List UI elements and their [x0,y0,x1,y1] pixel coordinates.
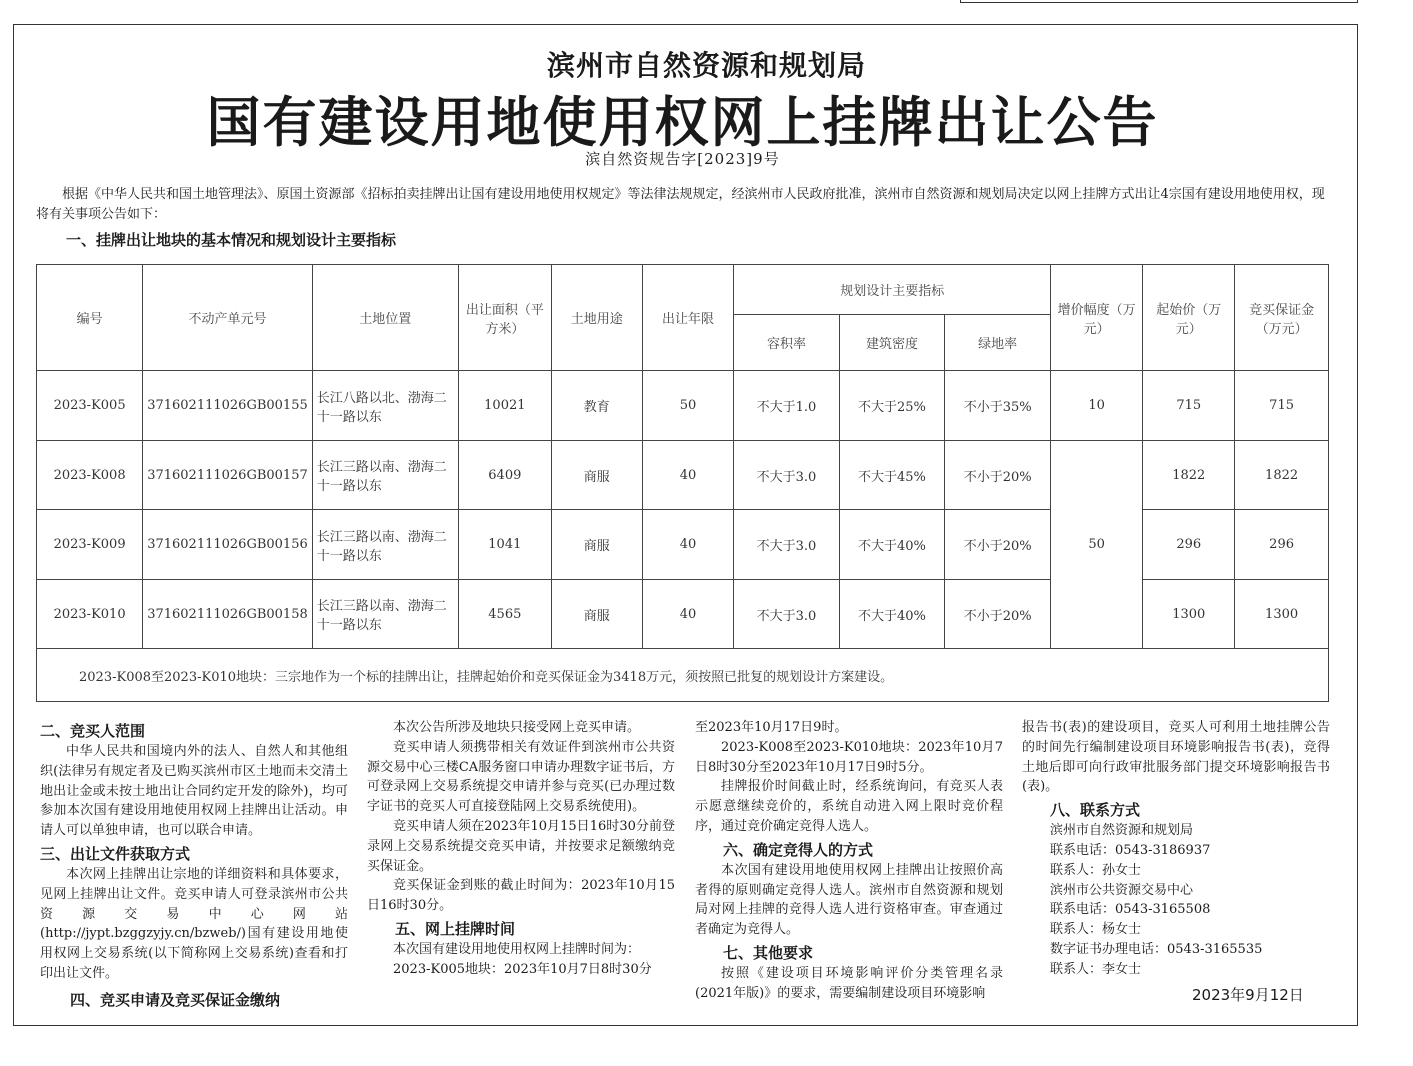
cell-density: 不大于45% [839,441,945,510]
top-border-line [960,0,1358,3]
contact-line: 联系电话：0543-3165508 [1050,902,1211,918]
cell-id: 2023-K009 [37,510,143,580]
col2-paragraph: 竞买申请人须携带相关有效证件到滨州市公共资源交易中心三楼CA服务窗口申请办理数字证书后，方可登录网上交易系统提交申请并参与竞买(已办理过数字证书的竞买人可直接登陆网上交易系统使用)。 [367,739,675,815]
land-parcel-table [36,264,1329,702]
header-id: 编号 [37,265,143,371]
section-8-title: 八、联系方式 [1050,801,1141,820]
document-number: 滨自然资规告字[2023]9号 [585,150,780,168]
cell-id: 2023-K005 [37,371,143,441]
col2-paragraph: 本次国有建设用地使用权网上挂牌时间为： [393,941,641,957]
cell-area: 4565 [458,580,551,649]
contact-line: 联系人：孙女士 [1050,862,1142,878]
cell-start-price: 1300 [1143,580,1235,649]
intro-paragraph: 根据《中华人民共和国土地管理法》、原国土资源部《招标拍卖挂牌出让国有建设用地使用权规定》等法律法规规定，经滨州市人民政府批准，滨州市自然资源和规划局决定以网上挂牌方式出让4宗国有建设用地使用权，现将有关事项公告如下： [36,187,1325,222]
cell-increment: 10 [1050,371,1142,441]
cell-green: 不小于20% [945,510,1051,580]
cell-location: 长江三路以南、渤海二十一路以东 [312,510,458,580]
cell-term: 40 [642,580,734,649]
cell-start-price: 715 [1143,371,1235,441]
cell-unit-no: 371602111026GB00156 [143,510,313,580]
cell-location: 长江三路以南、渤海二十一路以东 [312,580,458,649]
section-5-title: 五、网上挂牌时间 [395,919,516,938]
cell-green: 不小于20% [945,441,1051,510]
cell-deposit: 1300 [1235,580,1329,649]
cell-far: 不大于1.0 [734,371,839,441]
cell-deposit: 715 [1235,371,1329,441]
section-6-title: 六、确定竞得人的方式 [723,840,874,859]
header-start-price: 起始价（万元） [1143,265,1235,371]
cell-far: 不大于3.0 [734,510,839,580]
section-3-title: 三、出让文件获取方式 [40,844,191,863]
column-3 [695,718,1003,1004]
contact-line: 滨州市自然资源和规划局 [1050,823,1194,839]
contact-line: 联系人：杨女士 [1050,922,1142,938]
col2-paragraph: 竞买申请人须在2023年10月15日16时30分前登录网上交易系统提交竞买申请，并按要求足额缴纳竞买保证金。 [367,818,675,874]
cell-id: 2023-K010 [37,580,143,649]
header-planning-group: 规划设计主要指标 [734,265,1051,315]
table-row [37,441,1329,510]
cell-use: 商服 [551,510,642,580]
cell-deposit: 296 [1235,510,1329,580]
section-4-title: 四、竞买申请及竞买保证金缴纳 [70,990,281,1009]
table-row [37,371,1329,441]
cell-area: 1041 [458,510,551,580]
table-header-row [37,265,1329,315]
column-2 [367,718,675,980]
col3-paragraph: 至2023年10月17日9时。 [695,720,848,735]
cell-use: 商服 [551,580,642,649]
cell-unit-no: 371602111026GB00157 [143,441,313,510]
header-deposit: 竞买保证金（万元） [1235,265,1329,371]
cell-deposit: 1822 [1235,441,1329,510]
cell-green: 不小于20% [945,580,1051,649]
cell-density: 不大于25% [839,371,945,441]
cell-term: 50 [642,371,734,441]
table-note-row [37,649,1329,702]
section-7-title: 七、其他要求 [723,943,814,962]
col3-paragraph: 本次国有建设用地使用权网上挂牌出让按照价高者得的原则确定竞得人选人。滨州市自然资源和规划局对网上挂牌的竞得人选人进行资格审查。审查通过者确定为竞得人。 [695,862,1003,938]
cell-far: 不大于3.0 [734,580,839,649]
contact-line: 数字证书办理电话：0543-3165535 [1050,941,1263,957]
column-1 [40,718,348,1011]
col2-paragraph: 竞买保证金到账的截止时间为：2023年10月15日16时30分。 [367,878,675,914]
col4-paragraph: 报告书(表)的建设项目，竞买人可利用土地挂牌公告的时间先行编制建设项目环境影响报告书(表)，竞得土地后即可向行政审批服务部门提交环境影响报告书(表)。 [1022,720,1330,795]
header-term: 出让年限 [642,265,734,371]
cell-area: 10021 [458,371,551,441]
section-1-title: 一、挂牌出让地块的基本情况和规划设计主要指标 [66,231,397,249]
cell-start-price: 296 [1143,510,1235,580]
col3-paragraph: 按照《建设项目环境影响评价分类管理名录(2021年版)》的要求，需要编制建设项目环境影响 [695,965,1003,1001]
contact-line: 滨州市公共资源交易中心 [1050,882,1194,898]
cell-id: 2023-K008 [37,441,143,510]
cell-green: 不小于35% [945,371,1051,441]
cell-unit-no: 371602111026GB00155 [143,371,313,441]
col3-paragraph: 2023-K008至2023-K010地块：2023年10月7日8时30分至2023年10月17日9时5分。 [695,739,1003,775]
col2-paragraph: 2023-K005地块：2023年10月7日8时30分 [393,961,652,977]
table-note: 2023-K008至2023-K010地块：三宗地作为一个标的挂牌出让，挂牌起始价和竞买保证金为3418万元，须按照已批复的规划设计方案建设。 [37,649,1329,702]
cell-unit-no: 371602111026GB00158 [143,580,313,649]
cell-location: 长江八路以北、渤海二十一路以东 [312,371,458,441]
section-2-title: 二、竞买人范围 [40,722,146,740]
header-increment: 增价幅度（万元） [1050,265,1142,371]
cell-location: 长江三路以南、渤海二十一路以东 [312,441,458,510]
cell-use: 商服 [551,441,642,510]
cell-start-price: 1822 [1143,441,1235,510]
header-use: 土地用途 [551,265,642,371]
header-unit-no: 不动产单元号 [143,265,313,371]
notice-date: 2023年9月12日 [1192,986,1304,1004]
header-density: 建筑密度 [839,315,945,371]
contact-line: 联系人：李女士 [1050,961,1142,977]
header-far: 容积率 [734,315,839,371]
cell-density: 不大于40% [839,510,945,580]
section-3-text: 本次网上挂牌出让宗地的详细资料和具体要求，见网上挂牌出让文件。竞买申请人可登录滨州市公共资源交易中心网站(http://jypt.bzggzyjy.cn/bzweb/)国有建设用地使用权网上交易系统(以下简称网上交易系统)查看和打印出让文件。 [40,866,348,981]
cell-area: 6409 [458,441,551,510]
col3-paragraph: 挂牌报价时间截止时，经系统询问，有竞买人表示愿意继续竞价的，系统自动进入网上限时竞价程序，通过竞价确定竞得人选人。 [695,779,1003,834]
contact-line: 联系电话：0543-3186937 [1050,842,1211,858]
contact-list [1022,821,1330,979]
col2-paragraph: 本次公告所涉及地块只接受网上竞买申请。 [393,720,641,735]
cell-use: 教育 [551,371,642,441]
header-area: 出让面积（平方米） [458,265,551,371]
cell-density: 不大于40% [839,580,945,649]
cell-term: 40 [642,510,734,580]
header-green: 绿地率 [945,315,1051,371]
cell-term: 40 [642,441,734,510]
agency-name: 滨州市自然资源和规划局 [546,49,866,82]
section-2-text: 中华人民共和国境内外的法人、自然人和其他组织(法律另有规定者及已购买滨州市区土地而未交清土地出让金或未按土地出让合同约定开发的除外)，均可参加本次国有建设用地使用权网上挂牌出让活动。申请人可以单独申请，也可以联合申请。 [40,744,348,839]
header-location: 土地位置 [312,265,458,371]
cell-far: 不大于3.0 [734,441,839,510]
column-4 [1022,718,1330,980]
cell-increment-merged: 50 [1050,441,1142,649]
notice-title: 国有建设用地使用权网上挂牌出让公告 [206,91,1159,154]
